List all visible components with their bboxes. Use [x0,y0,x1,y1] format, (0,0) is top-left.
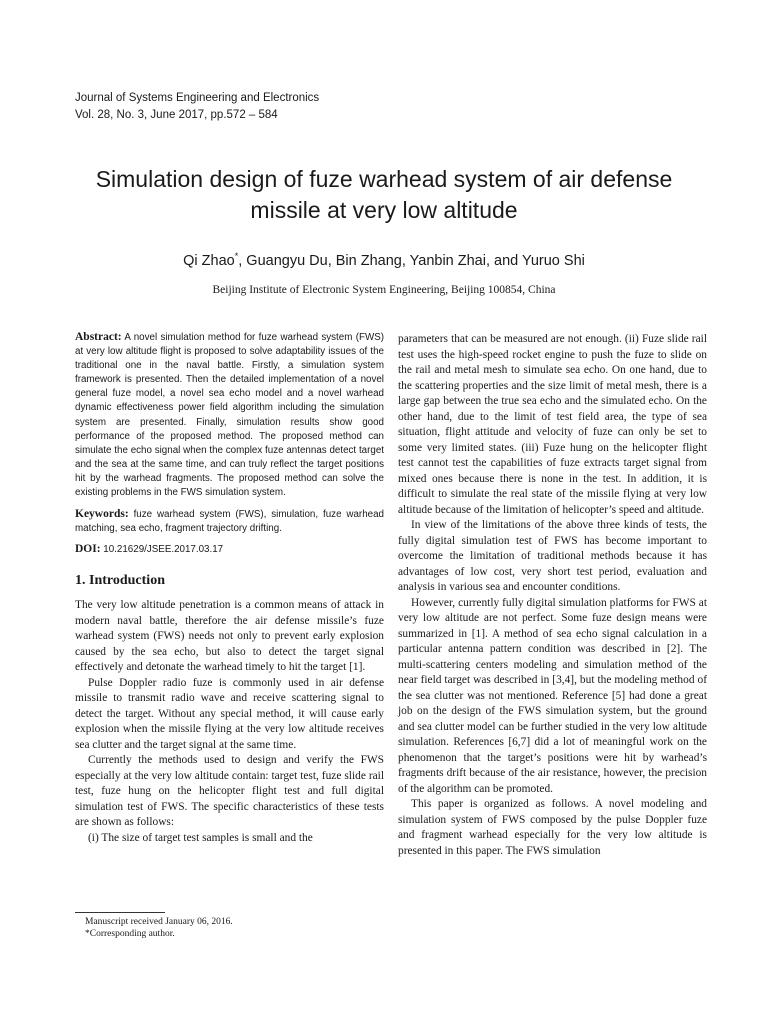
footnote-corresponding: *Corresponding author. [85,929,175,939]
doi [75,542,384,557]
right-column [398,332,707,859]
doi-text: 10.21629/JSEE.2017.03.17 [100,544,224,556]
intro-paragraph: However, currently fully digital simulation platforms for FWS at very low altitude are not perfect. Some fuze design means were summarized in [1]. A method of sea echo signal calculation in a particular antenna pattern condition was described in [2]. The multi-scattering centers modeling and simulation method of the near field target was described in [3,4], but the modeling method of the sea clutter was not mentioned. Reference [5] had done a great job on the design of the FWS simulation system, but the ground and sea clutter model can be further studied in the very low altitude simulation. References [6,7] did a lot of meaningful work on the phenomenon that the target’s positions were hit by warhead’s fragments drift because of the air resistance, however, the precision of the algorithm can be promoted. [398,596,707,795]
doi-label: DOI: [75,543,101,556]
footnotes [75,912,384,940]
abstract-label: Abstract: [75,331,122,343]
paper-title [60,164,708,226]
left-column [75,330,384,846]
keywords-text: fuze warhead system (FWS), simulation, fuze warhead matching, sea echo, fragment trajectory drifting. [75,509,384,535]
abstract-text: A novel simulation method for fuze warhead system (FWS) at very low altitude flight is proposed to solve adaptability issues of the traditional one in the naval battle. Firstly, a simulation system framework is presented. Then the detailed implementation of a novel general fuze model, a novel sea echo model and a novel warhead dynamic effectiveness power field algorithm including the simulation system are presented. Finally, simulation results show good performance of the proposed method. The proposed method can simulate the echo signal when the complex fuze antennas detect target and the sea at the same time, and can truly reflect the target positions hit by the warhead fragments. The proposed method can solve the existing problems in the FWS simulation system. [75,332,384,499]
intro-paragraph: In view of the limitations of the above three kinds of tests, the fully digital simulation test of FWS has become important to overcome the limitation of traditional methods because it has advantages of low cost, very short test period, evaluation and analysis in various sea and encounter conditions. [398,519,707,593]
author-rest: , Guangyu Du, Bin Zhang, Yanbin Zhai, and Yuruo Shi [238,253,585,269]
intro-paragraph: The very low altitude penetration is a common means of attack in modern naval battle, therefore the air defense missile’s fuze warhead system (FWS) needs not only to prevent early explosion caused by the sea echo, but also to detect the target signal effectively and detonate the warhead timely to hit the target [1]. [75,599,384,674]
affiliation: Beijing Institute of Electronic System Engineering, Beijing 100854, China [212,284,556,296]
footnote-received: Manuscript received January 06, 2016. [85,917,233,927]
journal-header [75,90,319,124]
keywords [75,507,384,536]
keywords-label: Keywords: [75,508,129,521]
journal-name: Journal of Systems Engineering and Electronics [75,92,320,104]
corresponding-author-mark: * [234,251,239,262]
footnote-divider [75,912,165,913]
intro-paragraph: Pulse Doppler radio fuze is commonly used in air defense missile to transmit radio wave and receive scattering signal to detect the target. Without any special method, it will cause early explosion when the missile flying at the very low altitude receives sea clutter and the target signal at the same time. [75,676,384,751]
section-heading-introduction: 1. Introduction [75,573,165,589]
abstract [75,330,384,500]
intro-paragraph: (i) The size of target test samples is small and the [88,831,313,844]
journal-issue: Vol. 28, No. 3, June 2017, pp.572 – 584 [75,109,278,121]
paper-title-line1: Simulation design of fuze warhead system of air defense [95,166,673,192]
paper-title-line2: missile at very low altitude [250,197,518,223]
intro-paragraph: parameters that can be measured are not enough. (ii) Fuze slide rail test uses the high-speed rocket engine to push the fuze to slide on the rail and metal mesh to simulate sea echo. On one hand, due to the scattering properties and the size limit of metal mesh, there is a large gap between the true sea echo and the simulated echo. On the other hand, due to the limit of test field area, the type of sea situation, flight attitude and velocity of fuze can only be set to some very limited states. (iii) Fuze hung on the helicopter flight test cannot test the capabilities of fuze extracts target signal from mixed ones because there is none in the test. In addition, it is difficult to simulate the real state of the missile flying at very low altitude because of the limitation of helicopter’s speed and altitude. [398,333,707,516]
intro-paragraph: Currently the methods used to design and verify the FWS especially at the very low altitude contain: target test, fuze slide rail test, fuze hung on the helicopter flight test and full digital simulation test of FWS. The specific characteristics of these tests are shown as follows: [75,754,384,829]
author-list [0,253,768,269]
intro-paragraph: This paper is organized as follows. A novel modeling and simulation system of FWS composed by the pulse Doppler fuze and fragment warhead especially for the very low altitude is presented in this paper. The FWS simulation [398,798,707,857]
author-first: Qi Zhao [183,253,235,269]
